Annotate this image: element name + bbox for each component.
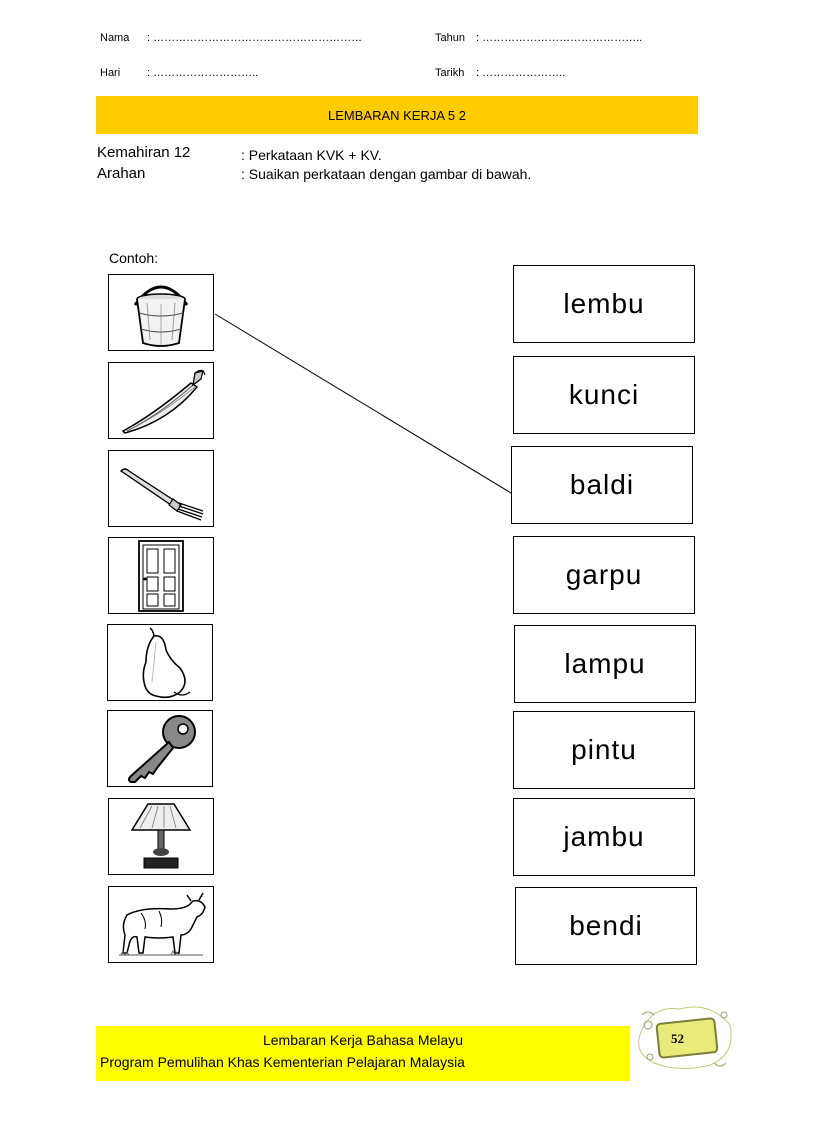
word-box[interactable]: lampu [514, 625, 696, 703]
picture-box-door[interactable] [108, 537, 214, 614]
bucket-icon [121, 277, 201, 349]
hari-field[interactable]: : ……………………….. [147, 67, 259, 79]
word-box[interactable]: garpu [513, 536, 695, 614]
word-box[interactable]: lembu [513, 265, 695, 343]
nama-label: Nama [100, 32, 130, 44]
page-number: 52 [671, 1031, 684, 1046]
instruction-label: Arahan [97, 165, 146, 182]
tarikh-field[interactable]: : ………………….. [476, 67, 566, 79]
word-box[interactable]: kunci [513, 356, 695, 434]
rose-apple-icon [120, 626, 200, 700]
tarikh-label: Tarikh [435, 67, 465, 79]
skill-value: : Perkataan KVK + KV. [241, 147, 382, 163]
example-label: Contoh: [109, 250, 159, 266]
tahun-label: Tahun [435, 32, 465, 44]
cow-icon [111, 889, 211, 961]
footer-line-2: Program Pemulihan Khas Kementerian Pelajaran Malaysia [100, 1054, 465, 1070]
door-icon [131, 539, 191, 613]
tahun-field[interactable]: : …………………………………….. [476, 32, 643, 44]
skill-label: Kemahiran 12 [97, 144, 191, 161]
lamp-icon [126, 800, 196, 874]
word-box[interactable]: baldi [511, 446, 693, 524]
instruction-value: : Suaikan perkataan dengan gambar di bawah. [241, 166, 532, 182]
okra-icon [113, 365, 209, 437]
footer-line-1: Lembaran Kerja Bahasa Melayu [262, 1032, 463, 1048]
footer-bar [96, 1026, 630, 1081]
word-box[interactable]: bendi [515, 887, 697, 965]
picture-box-key[interactable] [107, 710, 213, 787]
hari-label: Hari [100, 67, 121, 79]
fork-icon [113, 453, 209, 525]
picture-box-bucket[interactable] [108, 274, 214, 351]
page-badge-ornament [630, 995, 740, 1075]
picture-box-rose-apple[interactable] [107, 624, 213, 701]
picture-box-fork[interactable] [108, 450, 214, 527]
picture-box-okra[interactable] [108, 362, 214, 439]
word-box[interactable]: jambu [513, 798, 695, 876]
picture-box-cow[interactable] [108, 886, 214, 963]
picture-box-lamp[interactable] [108, 798, 214, 875]
worksheet-title: LEMBARAN KERJA 5 2 [328, 107, 466, 123]
word-box[interactable]: pintu [513, 711, 695, 789]
key-icon [117, 712, 203, 786]
nama-field[interactable]: : ………………………………………………… [147, 32, 363, 44]
